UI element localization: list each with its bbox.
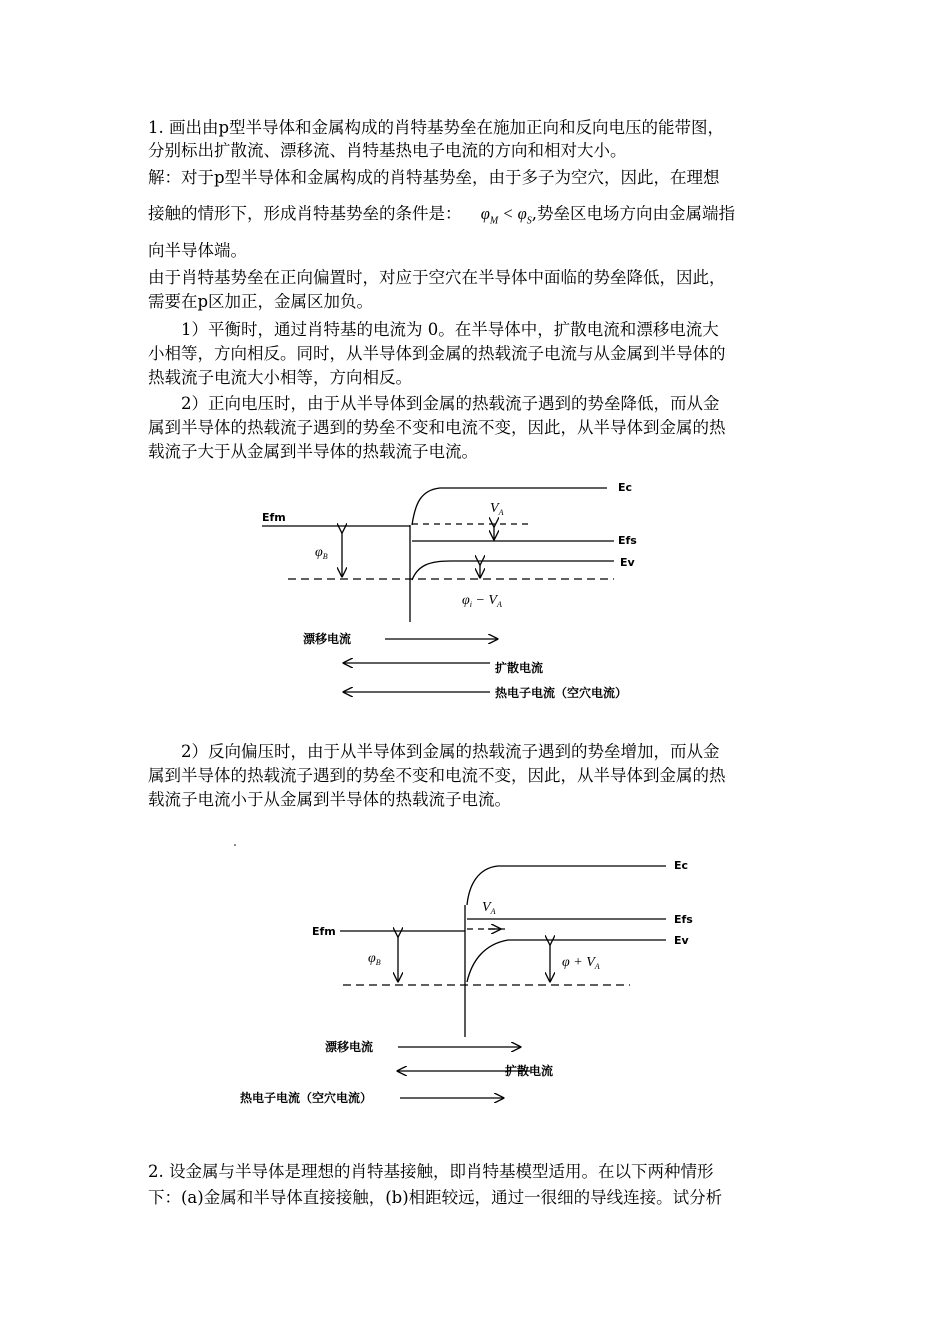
fig2-drift-label: 漂移电流	[325, 1040, 374, 1054]
q1-line6: 由于肖特基势垒在正向偏置时，对应于空穴在半导体中面临的势垒降低，因此，	[148, 268, 726, 287]
q1-line4-pre: 接触的情形下，形成肖特基势垒的条件是：	[148, 204, 462, 223]
q2-line1: 2. 设金属与半导体是理想的肖特基接触，即肖特基模型适用。在以下两种情形	[148, 1162, 714, 1181]
fig1-ec-label: Ec	[618, 481, 633, 494]
fig1-drift-label: 漂移电流	[303, 632, 352, 646]
para3-line2: 属到半导体的热载流子遇到的势垒不变和电流不变，因此，从半导体到金属的热	[148, 766, 726, 785]
fig1-efm-label: Efm	[262, 511, 286, 524]
q1-line5: 向半导体端。	[148, 241, 247, 260]
fig2-efs-label: Efs	[674, 913, 693, 926]
fig2-ev-label: Ev	[674, 934, 689, 947]
para3-line1: 2）反向偏压时，由于从半导体到金属的热载流子遇到的势垒增加，而从金	[181, 742, 720, 761]
para2-line2: 属到半导体的热载流子遇到的势垒不变和电流不变，因此，从半导体到金属的热	[148, 418, 726, 437]
para3-line3: 载流子电流小于从金属到半导体的热载流子电流。	[148, 790, 511, 809]
fig2-phi-plus-va-label: $\varphi + V_A$	[562, 955, 600, 971]
condition-formula: $\varphi_M < \varphi_S$	[480, 204, 532, 227]
fig1-phib-label: $\varphi_B$	[315, 545, 328, 561]
fig2-ec-band	[467, 866, 666, 905]
stray-dot	[234, 844, 236, 846]
fig1-ev-label: Ev	[620, 556, 635, 569]
fig2-diffusion-label: 扩散电流	[505, 1064, 554, 1078]
q1-line4-post: ,势垒区电场方向由金属端指	[531, 204, 736, 223]
fig2-ec-label: Ec	[674, 859, 689, 872]
fig2-phib-label: $\varphi_B$	[368, 951, 381, 967]
q2-line2: 下：(a)金属和半导体直接接触，(b)相距较远，通过一很细的导线连接。试分析	[148, 1188, 723, 1207]
fig2-efm-label: Efm	[312, 925, 336, 938]
fig1-va-label: $V_A$	[490, 501, 504, 517]
fig1-thermionic-label: 热电子电流（空穴电流）	[495, 686, 628, 700]
fig1-efs-label: Efs	[618, 534, 637, 547]
para1-line3: 热载流子电流大小相等，方向相反。	[148, 368, 412, 387]
q1-line1: 1. 画出由p型半导体和金属构成的肖特基势垒在施加正向和反向电压的能带图，	[148, 118, 725, 137]
fig1-diffusion-label: 扩散电流	[495, 661, 544, 675]
para2-line1: 2）正向电压时，由于从半导体到金属的热载流子遇到的势垒降低，而从金	[181, 394, 720, 413]
fig1-phi-minus-va-label: $\varphi_i - V_A$	[462, 593, 502, 609]
fig2-va-label: $V_A$	[482, 900, 496, 916]
para1-line1: 1）平衡时，通过肖特基的电流为 0。在半导体中，扩散电流和漂移电流大	[181, 320, 719, 339]
para1-line2: 小相等，方向相反。同时，从半导体到金属的热载流子电流与从金属到半导体的	[148, 344, 726, 363]
fig2-thermionic-label: 热电子电流（空穴电流）	[240, 1091, 373, 1105]
q1-line7: 需要在p区加正，金属区加负。	[148, 292, 374, 311]
para2-line3: 载流子大于从金属到半导体的热载流子电流。	[148, 442, 478, 461]
q1-line2: 分别标出扩散流、漂移流、肖特基热电子电流的方向和相对大小。	[148, 141, 627, 160]
q1-line3: 解：对于p型半导体和金属构成的肖特基势垒，由于多子为空穴，因此，在理想	[148, 168, 720, 187]
